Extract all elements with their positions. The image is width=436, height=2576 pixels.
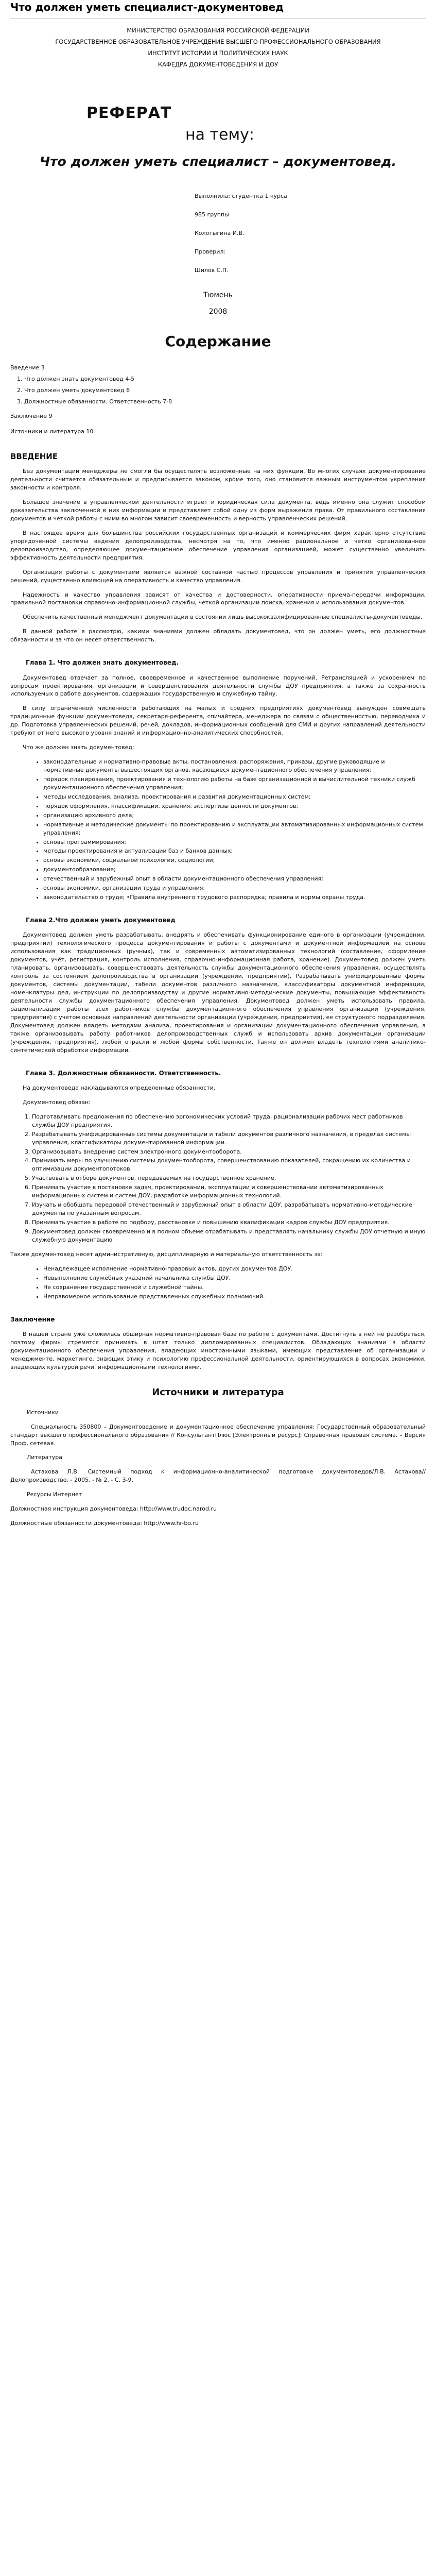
list-item: 4. Принимать меры по улучшению системы документооборота, совершенствованию показателей, сокращению их количества и оптимизации документопотоков.	[32, 1157, 426, 1173]
author-group: 985 группы	[195, 211, 229, 218]
toc-item: 3. Должностные обязанности. Ответственность 7-8	[24, 398, 426, 406]
intro-paragraph: В настоящее время для большинства российских государственных организаций и коммерческих фирм характерно отсутствие упорядоченной системы ведения делопроизводства, несмотря на то, что именно рациональное и четко организованное делопроизводство, определяющее документационное обеспечение управления организацией, может существенно увеличить эффективность деятельности предприятия.	[10, 529, 426, 561]
author-name: Колотыгина И.В.	[195, 229, 245, 236]
list-item: • основы экономики, социальной психологии, социологии;	[43, 856, 426, 865]
referat-heading: РЕФЕРАТ	[86, 104, 172, 122]
sources-label: Источники	[27, 1409, 59, 1416]
toc-sources: Источники и литература 10	[10, 428, 94, 435]
toc-item: 1. Что должен знать документовед 4-5	[24, 375, 426, 383]
chapter-3-heading: Глава 3. Должностные обязанности. Ответственность.	[26, 1069, 221, 1077]
list-item: 6. Принимать участие в постановке задач, проектировании, эксплуатации и совершенствовании автоматизированных информационных систем и систем ДОУ, разработке информационных технологий.	[32, 1183, 426, 1200]
internet-entry: Должностная инструкция документоведа: http://www.trudoc.narod.ru	[10, 1505, 217, 1513]
title-separator	[10, 18, 426, 19]
institution-line: ГОСУДАРСТВЕННОЕ ОБРАЗОВАТЕЛЬНОЕ УЧРЕЖДЕНИЕ ВЫСШЕГО ПРОФЕССИОНАЛЬНОГО ОБРАЗОВАНИЯ	[55, 38, 381, 45]
chapter-2	[10, 916, 426, 1054]
literature-entry: Астахова Л.В. Системный подход к информационно-аналитической подготовке документоведов/Л.В. Астахова//Делопроизводство. - 2005. - № 2. - С. 3-9.	[10, 1468, 426, 1484]
chapter-1	[10, 658, 426, 902]
sources-section	[10, 1386, 426, 1528]
page-title: Что должен уметь специалист-документовед	[10, 1, 284, 13]
list-item: • законодательство о труде; •Правила внутреннего трудового распорядка; правила и нормы охраны труда.	[43, 893, 426, 902]
toc-list	[10, 375, 426, 406]
chapter-1-heading: Глава 1. Что должен знать документовед.	[26, 659, 179, 667]
list-item: • основы экономики, организации труда и управления;	[43, 884, 426, 892]
source-entry: Специальность 350800 – Документоведение и документационное обеспечение управления: Государственный образовательный стандарт высшего профессионального образования // КонсультантПлюс [Электронный ресурс]: Справочная правовая система. – Версия Проф, сетевая.	[10, 1423, 426, 1447]
sources-title: Источники и литература	[152, 1386, 284, 1398]
chapter-1-paragraph: Документовед отвечает за полное, своевременное и качественное выполнение поручений. Ретрансляцией и ускорением по вопросам проектирования, организации и совершенствования деятельности службы ДОУ предприятия, а также за сохранность используемых в работе документов, содержащих государственную и служебную тайну.	[10, 674, 426, 698]
list-item: 5. Участвовать в отборе документов, передаваемых на государственное хранение.	[32, 1174, 426, 1182]
internet-label: Ресурсы Интернет	[27, 1491, 82, 1498]
literature-label: Литература	[27, 1454, 62, 1461]
author-block	[10, 192, 426, 275]
ministry-line: МИНИСТЕРСТВО ОБРАЗОВАНИЯ РОССИЙСКОЙ ФЕДЕРАЦИИ	[127, 27, 309, 34]
list-item: • организацию архивного дела;	[43, 811, 426, 820]
city-block	[10, 290, 426, 317]
list-item: 7. Изучать и обобщать передовой отечественный и зарубежный опыт в области ДОУ, разрабатывать нормативно-методические документы по указанным вопросам.	[32, 1201, 426, 1217]
toc-item: 2. Что должен уметь документовед 6	[24, 386, 426, 395]
responsibility-intro: Также документовед несет административную, дисциплинарную и материальную ответственность за:	[10, 1250, 323, 1258]
duties-list	[10, 1113, 426, 1244]
intro-paragraph: Обеспечить качественный менеджмент документации в состоянии лишь высококвалифицированные специалисты-документоведы.	[23, 614, 423, 621]
department-line: КАФЕДРА ДОКУМЕНТОВЕДЕНИЯ И ДОУ	[158, 61, 278, 68]
list-item: • основы программирования;	[43, 838, 426, 846]
list-item: 8. Принимать участие в работе по подбору, расстановке и повышению квалификации кадров службы ДОУ предприятия.	[32, 1218, 426, 1227]
author-checked: Проверил:	[195, 248, 226, 255]
internet-entry: Должностные обязанности документоведа: http://www.hr-bo.ru	[10, 1520, 199, 1527]
city-year: 2008	[208, 307, 228, 316]
city-name: Тюмень	[203, 291, 233, 299]
conclusion-heading: Заключение	[10, 1315, 55, 1323]
intro-heading: ВВЕДЕНИЕ	[10, 451, 58, 461]
list-item: • Не сохранение государственной и служебной тайны.	[43, 1283, 426, 1292]
intro-paragraph: Без документации менеджеры не смогли бы осуществлять возложенные на них функции. Во многих случаях документирование деятельности считается обязательным и предписывается законом, кроме того, оно становится важным инструментом укрепления законности и контроля.	[10, 468, 426, 492]
intro-paragraph: Организация работы с документами является важной составной частью процессов управления и принятия управленческих решений, существенно влияющей на оперативность и качество управления.	[10, 568, 426, 584]
chapter-2-paragraph: Документовед должен уметь разрабатывать, внедрять и обеспечивать функционирование единого в организации (учреждении, предприятии) технологического процесса документирования и работы с документами и документной информацией на основе использования как традиционных (ручных), так и современных автоматизированных технологий (составление, оформление документов, учёт, регистрация, контроль исполнения, справочно-информационная работа, хранение). Документовед должен уметь планировать, организовывать, совершенствовать деятельность службы документационного обеспечения управления, осуществлять контроль за состоянием делопроизводства в организации (учреждении, предприятии). Разрабатывать унифицированные формы документов, системы документации, табели документов различного назначения, классификаторы документной информации, номенклатуры дел, инструкции по делопроизводству и другие нормативно-методические документы, повышающие эффективность деятельности службы документационного обеспечения управления. Документовед должен уметь использовать правила, рационализации работы всех работников службы документационного обеспечения управления организации (учреждения, предприятия) с учетом основных направлений деятельности организации (учреждения, предприятия), ее структурного подразделения. Документовед должен владеть методами анализа, проектирования и организации документационного обеспечения управления, а также организовывать работу работников делопроизводственных служб и использовать архив документации организации (учреждения, предприятия), любой отрасли и любой формы собственности. Также он должен владеть технологиями аналитико-синтетической обработки информации.	[10, 931, 426, 1054]
topic-heading: Что должен уметь специалист – документовед.	[39, 154, 397, 169]
list-item: 9. Документовед должен своевременно и в полном объеме отрабатывать и представлять начальнику службы ДОУ отчетную и иную служебную документацию	[32, 1228, 426, 1244]
list-item: • порядок планирования, проектирования и технологию работы на базе организационной и вычислительной техники служб документационного обеспечения управления;	[43, 775, 426, 792]
university-header	[10, 26, 426, 69]
chapter-3	[10, 1069, 426, 1301]
list-item: • Невыполнение служебных указаний начальника службы ДОУ.	[43, 1274, 426, 1282]
toc-conclusion: Заключение 9	[10, 412, 53, 419]
list-item: • Ненадлежащее исполнение нормативно-правовых актов, других документов ДОУ.	[43, 1265, 426, 1273]
na-temu-heading: на тему:	[185, 125, 254, 144]
intro-paragraph: Большое значение в управленческой деятельности играет и юридическая сила документа, ведь именно она служит способом доказательства заключенной в них информации и представляет собой одну из форм выражения права. От правильного составления документов и четкой работы с ними во многом зависит своевременность и верность управленческих решений.	[10, 499, 426, 522]
list-item: • нормативные и методические документы по проектированию и эксплуатации автоматизированных информационных систем управления;	[43, 821, 426, 837]
list-item: • документообразование;	[43, 866, 426, 874]
list-item: • порядок оформления, классификации, хранения, экспертизы ценности документов;	[43, 802, 426, 810]
list-item: 2. Разрабатывать унифицированные системы документации и табели документов различного назначения, в пределах системы управления, классификаторы документированной информации.	[32, 1130, 426, 1147]
chapter-2-heading: Глава 2.Что должен уметь документовед	[26, 917, 176, 924]
list-item: • Неправомерное использование представленных служебных полномочий.	[43, 1293, 426, 1301]
intro-section	[10, 451, 426, 645]
list-item: • методы исследования, анализа, проектирования и развития документационных систем;	[43, 793, 426, 801]
knows-list	[10, 758, 426, 902]
list-item: 1. Подготавливать предложения по обеспечению эргономических условий труда, рационализации рабочих мест работников службы ДОУ предприятия.	[32, 1113, 426, 1129]
conclusion-section	[10, 1315, 426, 1371]
list-item: 3. Организовывать внедрение систем электронного документооборота.	[32, 1148, 426, 1156]
toc-intro: Введение 3	[10, 364, 45, 371]
author-checker: Шилов С.П.	[195, 266, 229, 274]
institute-line: ИНСТИТУТ ИСТОРИИ И ПОЛИТИЧЕСКИХ НАУК	[148, 49, 288, 57]
chapter-3-line: Документовед обязан:	[23, 1098, 91, 1106]
chapter-3-line: На документоведа накладываются определенные обязанности.	[23, 1084, 216, 1091]
knows-label: Что же должен знать документовед:	[23, 744, 134, 751]
list-item: • отечественный и зарубежный опыт в области документационного обеспечения управления;	[43, 875, 426, 883]
conclusion-paragraph: В нашей стране уже сложилась обширная нормативно-правовая база по работе с документами. Достигнуть в ней не разобраться, поэтому фирмы стремятся принимать в штат только дипломированных специалистов. Обладающих знаниями в области документационного обеспечения управления, владеющих иностранными языками, имеющих представление об организации и менеджменте, маркетинге, знающих этику и психологию профессиональной деятельности, ориентирующихся в вопросах экономики, владеющих культурой речи, информационными технологиями.	[10, 1330, 426, 1370]
list-item: • законодательные и нормативно-правовые акты, постановления, распоряжения, приказы, другие руководящие и нормативные документы вышестоящих органов, касающиеся документационного обеспечения управления;	[43, 758, 426, 774]
responsibility-list	[10, 1265, 426, 1301]
list-item: • методы проектирования и актуализации баз и банков данных;	[43, 847, 426, 855]
intro-paragraph: В данной работе я рассмотрю, какими знаниями должен обладать документовед, что он должен уметь, его должностные обязанности и за что он несет ответственность.	[10, 628, 426, 643]
author-performed: Выполнила: студентка 1 курса	[195, 193, 287, 199]
toc-title: Содержание	[165, 333, 271, 350]
chapter-1-paragraph: В силу ограниченной численности работающих на малых и средних предприятиях документовед вынужден совмещать традиционные функции документоведа, секретаря-референта, спичайтера, менеджера по связям с общественностью, переводчика и др. Подготовка управленческих решений, речей, докладов, информационных сообщений для СМИ и других направлений деятельности требуют от него высокого уровня знаний и информационно-аналитических способностей.	[10, 705, 426, 737]
intro-paragraph: Надежность и качество управления зависят от качества и достоверности, оперативности приема-передачи информации, правильной постановки справочно-информационной службы, четкой организации поиска, хранения и использования документов.	[10, 591, 426, 606]
table-of-contents	[10, 331, 426, 435]
